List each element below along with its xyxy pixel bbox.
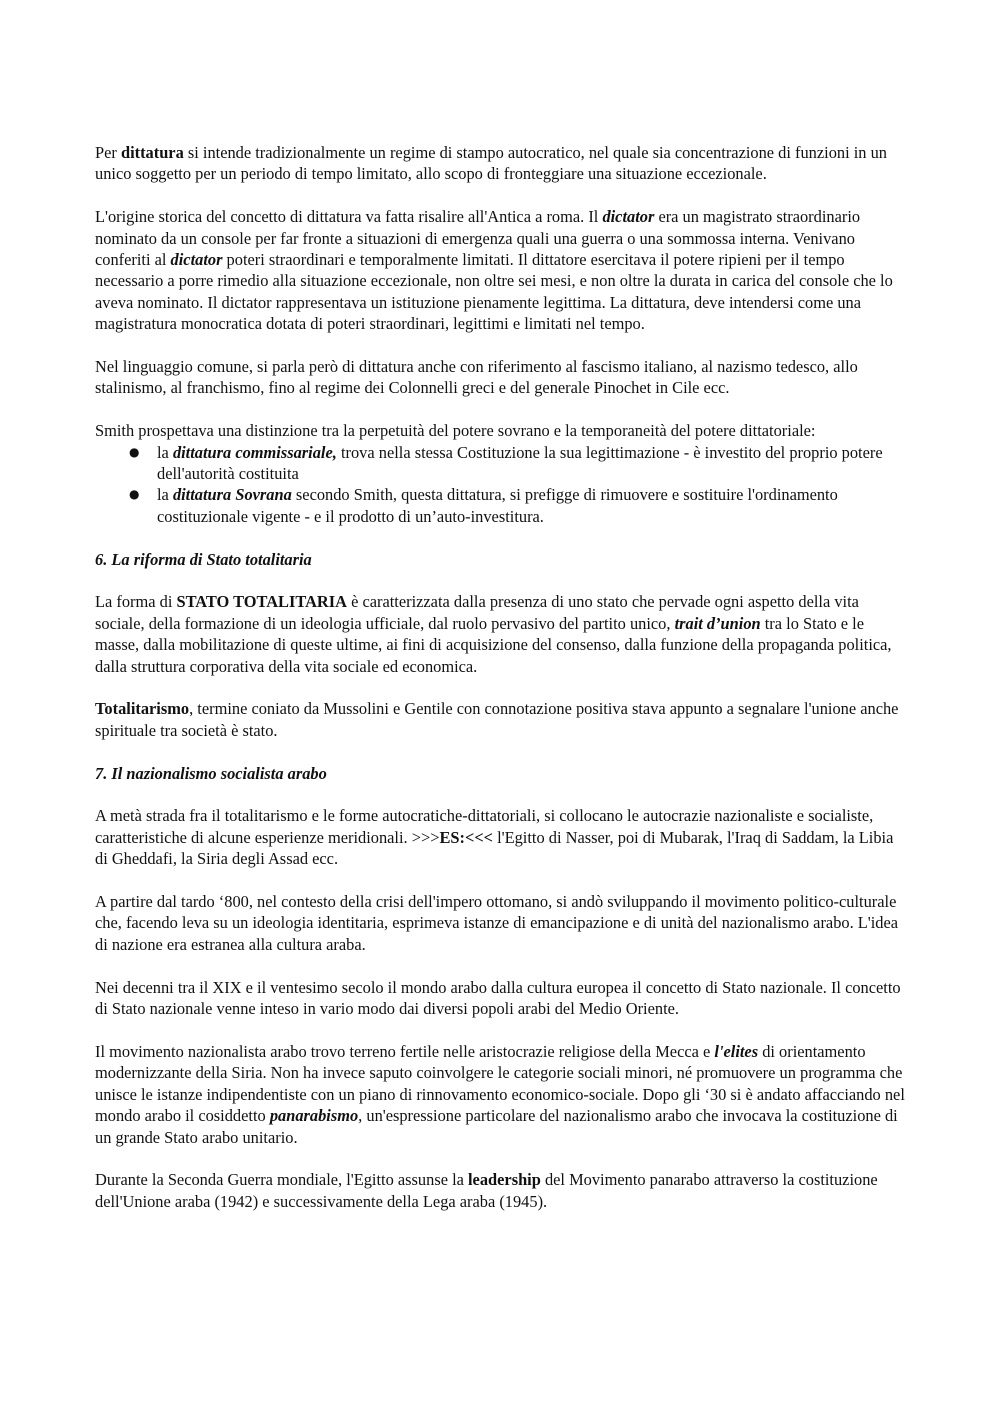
bullet-icon: ● — [129, 487, 140, 502]
paragraph-autocrazie: A metà strada fra il totalitarismo e le forme autocratiche-dittatoriali, si collocano le autocrazie nazionaliste e socialiste, caratteristiche di alcune esperienze meridionali. >>>ES:<<< l'Egitto di Nasser, poi di Mubarak, l'Iraq di Saddam, la Libia di Gheddafi, la Siria degli Assad ecc. — [95, 806, 894, 869]
paragraph-stato-totalitaria: La forma di STATO TOTALITARIA è caratterizzata dalla presenza di uno stato che pervade ogni aspetto della vita sociale, della formazione di un ideologia ufficiale, dal ruolo pervasivo del partito unico, trait d’union tra lo Stato e le masse, dalla mobilitazione di queste ultime, ai fini di acquisizione del consenso, dalla funzione della propaganda politica, dalla struttura corporativa della vita sociale ed economica. — [95, 592, 892, 676]
list-item: ● la dittatura commissariale, trova nella stessa Costituzione la sua legittimazione - è investito del proprio potere dell'autorità costituita — [129, 442, 883, 484]
term-dictator: dictator — [602, 207, 655, 227]
term-elites: l'elites — [714, 1041, 759, 1061]
term-dittatura: dittatura — [120, 143, 184, 162]
paragraph-totalitarismo: Totalitarismo, termine coniato da Mussolini e Gentile con connotazione positiva stava appunto a segnalare l'unione anche spirituale tra società è stato. — [95, 699, 899, 740]
term-stato-totalitaria: STATO TOTALITARIA — [176, 592, 347, 612]
paragraph-seconda-guerra: Durante la Seconda Guerra mondiale, l'Egitto assunse la leadership del Movimento panarabo attraverso la costituzione dell'Unione araba (1942) e successivamente della Lega araba (1945). — [95, 1170, 878, 1211]
term-dittatura-commissariale: dittatura commissariale, — [172, 442, 337, 462]
term-dictator: dictator — [170, 250, 223, 270]
term-dittatura-sovrana: dittatura Sovrana — [172, 485, 292, 505]
paragraph-movimento-nazionalista: Il movimento nazionalista arabo trovo terreno fertile nelle aristocrazie religiose della Mecca e l'elites di orientamento modernizzante della Siria. Non ha invece saputo coinvolgere le categorie sociali minori, né promuovere un programma che unisce le istanze indipendentiste con un piano di rinnovamento economico-sociale. Dopo gli ‘30 si è andato affacciando nel mondo arabo il cosiddetto panarabismo, un'espressione particolare del nazionalismo arabo che invocava la costituzione di un grande Stato arabo unitario. — [95, 1041, 905, 1147]
paragraph-tardo-800: A partire dal tardo ‘800, nel contesto della crisi dell'impero ottomano, si andò sviluppando il movimento politico-culturale che, facendo leva su un ideologia identitaria, esprimeva istanze di emancipazione e di unità del nazionalismo arabo. L'idea di nazione era estranea alla cultura araba. — [95, 892, 899, 954]
bullet-list-dittature — [95, 442, 905, 528]
section-heading-6: 6. La riforma di Stato totalitaria — [95, 549, 312, 569]
term-trait-d-union: trait d’union — [674, 613, 761, 633]
list-item: ● la dittatura Sovrana secondo Smith, questa dittatura, si prefigge di rimuovere e sostituire l'ordinamento costituzionale vigente - e il prodotto di un’auto-investitura. — [129, 485, 838, 526]
paragraph-linguaggio-comune: Nel linguaggio comune, si parla però di dittatura anche con riferimento al fascismo italiano, al nazismo tedesco, allo stalinismo, al franchismo, fino al regime dei Colonnelli greci e del generale Pinochet in Cile ecc. — [95, 357, 858, 398]
term-leadership: leadership — [468, 1170, 541, 1190]
paragraph-smith-distinzione: Smith prospettava una distinzione tra la perpetuità del potere sovrano e la temporaneità del potere dittatoriale: — [95, 421, 816, 441]
term-totalitarismo: Totalitarismo — [95, 699, 190, 719]
term-es: ES:<<< — [439, 827, 493, 847]
bullet-icon: ● — [129, 444, 140, 459]
paragraph-origine-storica: L'origine storica del concetto di dittatura va fatta risalire all'Antica a roma. Il dictator era un magistrato straordinario nominato da un console per far fronte a situazioni di emergenza quali una guerra o una sommossa interna. Venivano conferiti al dictator poteri straordinari e temporalmente limitati. Il dittatore esercitava il potere ripieni per il tempo necessario a porre rimedio alla situazione eccezionale, non oltre sei mesi, e non oltre la durata in carica del console che lo aveva nominato. Il dictator rappresentava un istituzione pienamente legittima. La dittatura, deve intendersi come una magistratura monocratica dotata di poteri straordinari, legittimi e limitati nel tempo. — [95, 207, 893, 334]
paragraph-dittatura-definition: Per dittatura si intende tradizionalmente un regime di stampo autocratico, nel quale sia concentrazione di funzioni in un unico soggetto per un periodo di tempo limitato, allo scopo di fronteggiare una situazione eccezionale. — [95, 143, 887, 184]
term-panarabismo: panarabismo — [269, 1106, 359, 1126]
section-heading-7: 7. Il nazionalismo socialista arabo — [95, 763, 327, 783]
paragraph-decenni: Nei decenni tra il XIX e il ventesimo secolo il mondo arabo dalla cultura europea il concetto di Stato nazionale. Il concetto di Stato nazionale venne inteso in vario modo dai diversi popoli arabi del Medio Oriente. — [95, 977, 901, 1019]
